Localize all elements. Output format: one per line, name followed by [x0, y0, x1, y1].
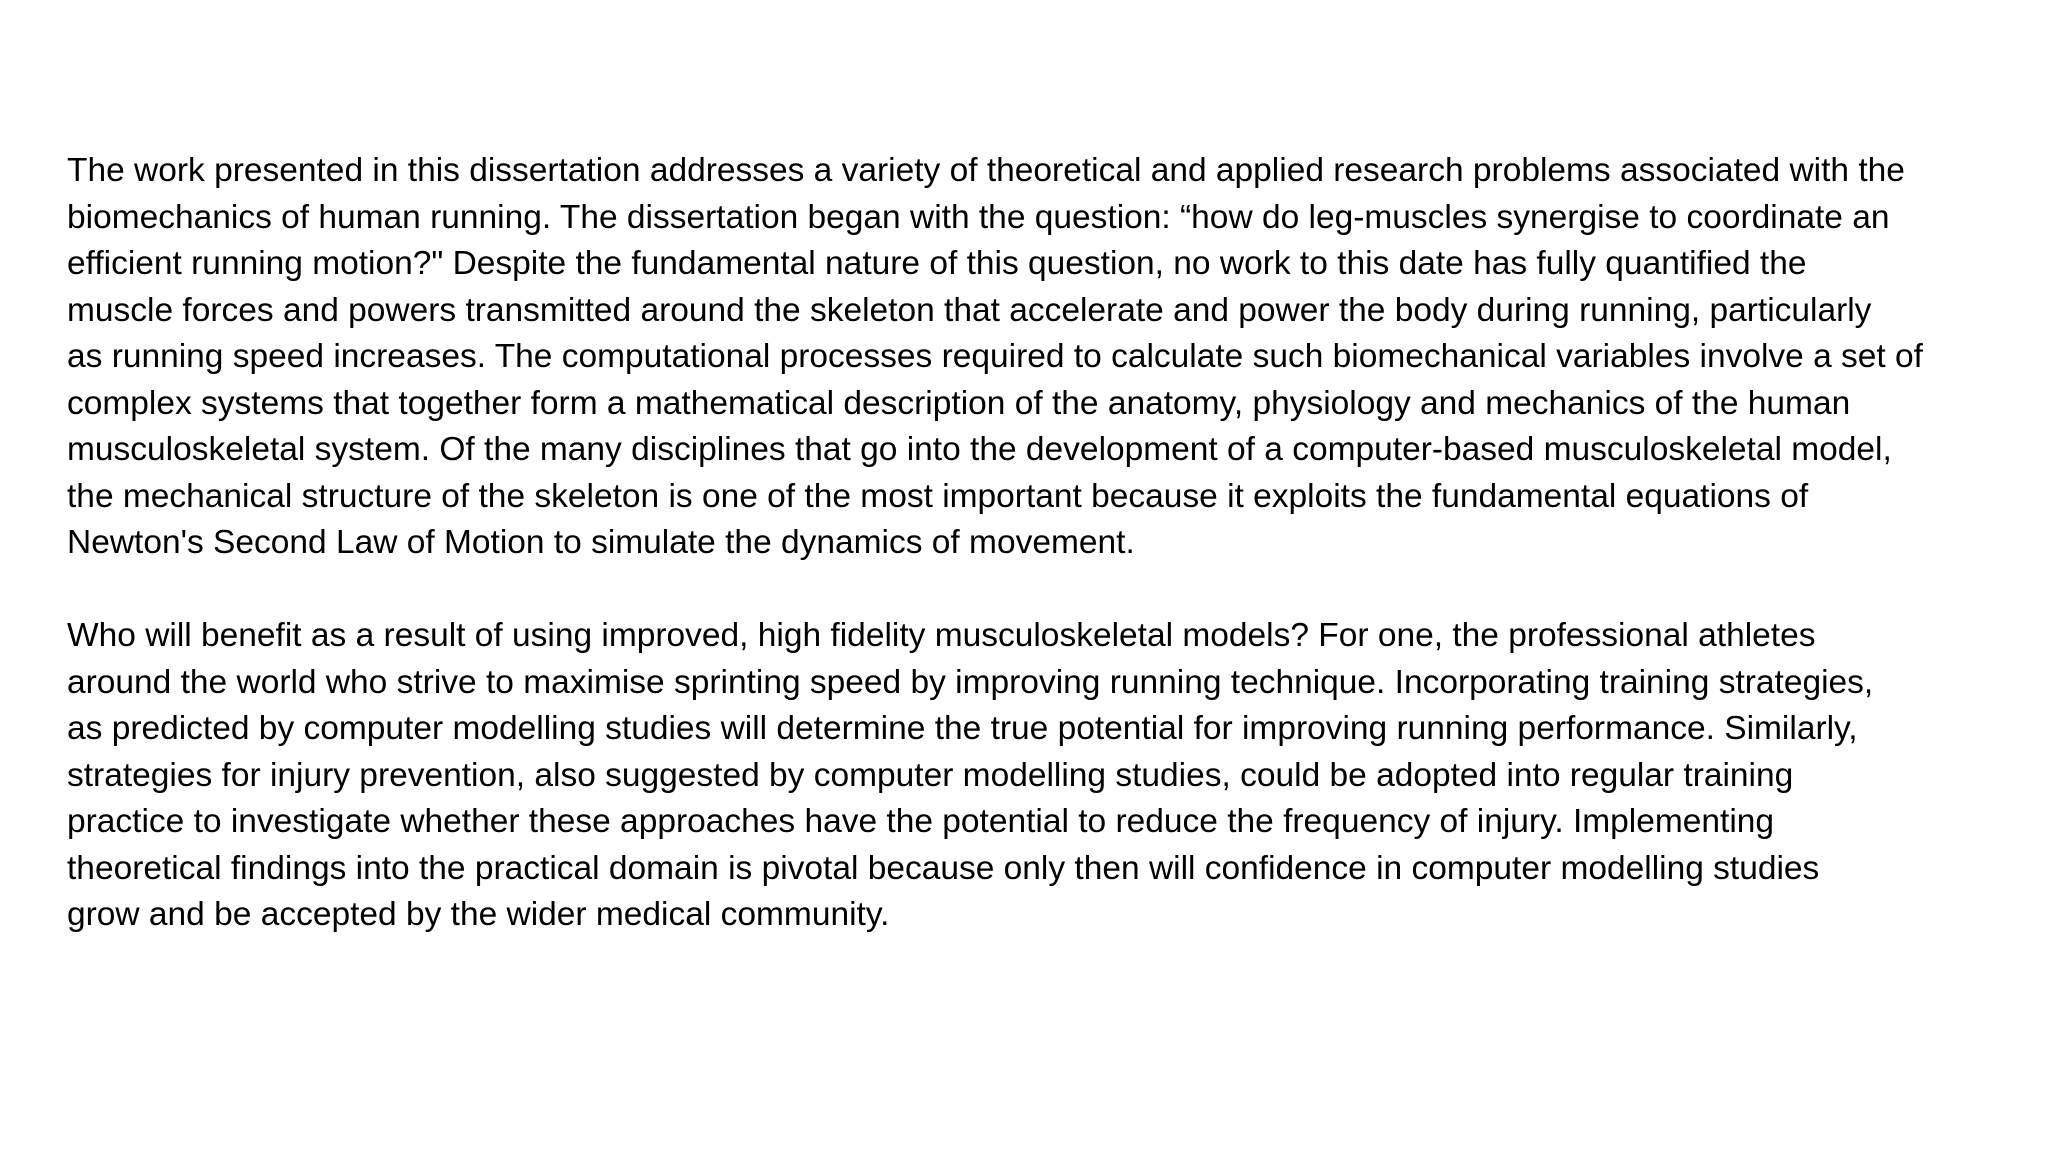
paragraph-line: efficient running motion?" Despite the fundamental nature of this question, no work to this date has fully quantified the [67, 245, 1807, 282]
paragraph-line: as running speed increases. The computational processes required to calculate such biomechanical variables involve a set of [67, 338, 1923, 375]
paragraph-1 [67, 148, 2027, 567]
paragraph-line: around the world who strive to maximise sprinting speed by improving running technique. Incorporating training strategies, [67, 663, 1874, 701]
paragraph-line: strategies for injury prevention, also suggested by computer modelling studies, could be adopted into regular training [67, 756, 1794, 794]
paragraph-line: musculoskeletal system. Of the many disciplines that go into the development of a computer-based musculoskeletal model, [67, 431, 1892, 468]
paragraph-line: The work presented in this dissertation addresses a variety of theoretical and applied research problems associated with the [67, 152, 1905, 189]
paragraph-line: complex systems that together form a mathematical description of the anatomy, physiology and mechanics of the human [67, 384, 1851, 422]
paragraph-line: Newton's Second Law of Motion to simulate the dynamics of movement. [67, 524, 1135, 561]
paragraph-line: muscle forces and powers transmitted around the skeleton that accelerate and power the body during running, particularly [67, 291, 1872, 329]
paragraph-line: theoretical findings into the practical domain is pivotal because only then will confidence in computer modelling studies [67, 849, 1820, 887]
body-text [67, 148, 2027, 939]
paragraph-line: grow and be accepted by the wider medical community. [67, 896, 890, 933]
paragraph-line: practice to investigate whether these approaches have the potential to reduce the frequency of injury. Implementing [67, 803, 1775, 840]
paragraph-line: biomechanics of human running. The dissertation began with the question: “how do leg-muscles synergise to coordinate an [67, 198, 1890, 236]
paragraph-line: the mechanical structure of the skeleton is one of the most important because it exploits the fundamental equations of [67, 477, 1809, 515]
paragraph-spacer [67, 567, 2027, 614]
paragraph-line: Who will benefit as a result of using improved, high fidelity musculoskeletal models? For one, the professional athletes [67, 617, 1816, 654]
paragraph-line: as predicted by computer modelling studies will determine the true potential for improving running performance. Similarly, [67, 710, 1858, 747]
paragraph-2 [67, 613, 2027, 939]
